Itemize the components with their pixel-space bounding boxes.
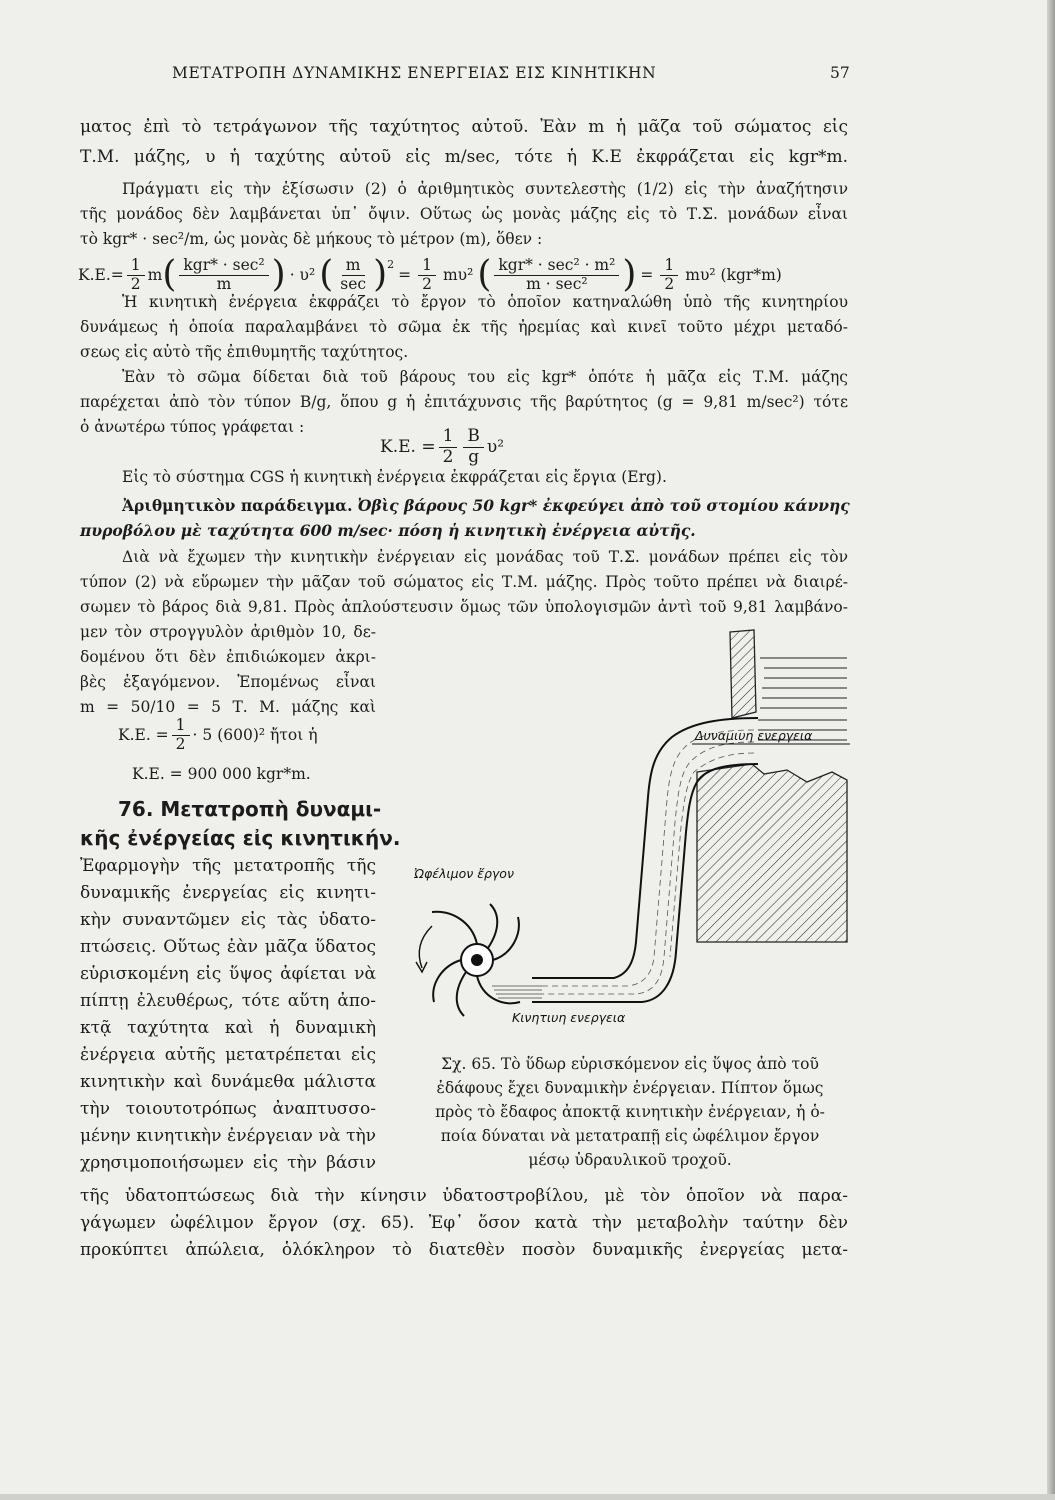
text-line: ὁ ἀνωτέρω τύπος γράφεται : — [80, 418, 305, 436]
text-line: Εἰς τὸ σύστημα CGS ἡ κινητικὴ ἐνέργεια ἐκφράζεται εἰς ἔργια (Erg). — [122, 468, 667, 486]
fraction-units: $\frac{\text{kgr* · sec² · m²}}{\text{m · sec²}}$ — [494, 257, 619, 294]
section-heading: 76. Μετατροπὴ δυναμι- — [118, 797, 382, 821]
text-line: δομένου ὅτι δὲν ἐπιδιώκομεν ἀκρι- — [80, 648, 376, 666]
equation-kinetic-energy-weight: Κ.Ε. = $\frac{1}{2}$ $\frac{B}{g}$ υ² — [380, 425, 505, 467]
text-line: Ἡ κινητικὴ ἐνέργεια ἐκφράζει τὸ ἔργον τὸ ὁποῖον κατηναλώθη ὑπὸ τῆς κινητηρίου — [122, 293, 848, 311]
example-text: Ὀβὶς βάρους 50 kgr* ἐκφεύγει ἀπὸ τοῦ στομίου κάννης — [357, 496, 850, 515]
equation-example-step: Κ.Ε. = $\frac{1}{2}$ · 5 (600)² ἤτοι ἡ — [118, 715, 318, 753]
fraction-b-over-g: $\frac{B}{g}$ — [463, 427, 484, 467]
label-kinetic-energy: Κινητιυη ενεργεια — [512, 1010, 626, 1025]
text-line: σωμεν τὸ βάρος διὰ 9,81. Πρὸς ἁπλούστευσιν ὅμως τῶν ὑπολογισμῶν ἀντὶ τοῦ 9,81 λαμβάνο- — [80, 598, 848, 616]
page-edge-bottom — [0, 1494, 1055, 1500]
text-line: γάγωμεν ὠφέλιμον ἔργον (σχ. 65). Ἐφ᾿ ὅσον κατὰ τὴν μεταβολὴν ταύτην δὲν — [80, 1213, 848, 1233]
fraction-half: $\frac{1}{2}$ — [172, 717, 190, 754]
text-line: παρέχεται ἀπὸ τὸν τύπον B/g, ὅπου g ἡ ἐπιτάχυνσις τῆς βαρύτητος (g = 9,81 m/sec²) τότε — [80, 393, 848, 411]
text-line: κτᾷ ταχύτητα καὶ ἡ δυναμικὴ — [80, 1018, 376, 1038]
text-line: m = 50/10 = 5 Τ. Μ. μάζης καὶ — [80, 698, 376, 716]
running-header: ΜΕΤΑΤΡΟΠΗ ΔΥΝΑΜΙΚΗΣ ΕΝΕΡΓΕΙΑΣ ΕΙΣ ΚΙΝΗΤΙΚΗΝ — [172, 64, 657, 82]
ground-hatched — [697, 764, 847, 942]
text-line: τῆς μονάδος δὲν λαμβάνεται ὑπ᾿ ὄψιν. Οὕτως ὡς μονὰς μάζης εἰς τὸ Τ.Σ. μονάδων εἶναι — [80, 205, 848, 223]
fraction-half: $\frac{1}{2}$ — [439, 427, 458, 467]
text-line: πίπτῃ ἐλευθέρως, τότε αὕτη ἀπο- — [80, 991, 376, 1011]
text-line: Τ.Μ. μάζης, υ ἡ ταχύτης αὐτοῦ εἰς m/sec, τότε ἡ Κ.Ε ἐκφράζεται εἰς kgr*m. — [80, 147, 848, 167]
text-line: Ἐὰν τὸ σῶμα δίδεται διὰ τοῦ βάρους του εἰς kgr* ὁπότε ἡ μᾶζα εἰς Τ.Μ. μάζης — [122, 368, 848, 386]
dam-wall — [730, 630, 756, 718]
equation-kinetic-energy-units: Κ.Ε.= $\frac{1}{2}$ m ( $\frac{\text{kgr* · sec²}}{m}$ ) · υ² ( $\frac{m}{\sec}$ ) 2 = $\frac{1}{2}$ mυ² ( $\frac{\text{kgr* · sec² · m²}}{\text{m · sec²}}$ ) = $\frac{1}{2}$ mυ² (kgr*m) — [78, 254, 782, 295]
text-line: τὸ kgr* · sec²/m, ὡς μονὰς δὲ μήκους τὸ μέτρον (m), ὅθεν : — [80, 230, 543, 248]
water-wheel — [432, 904, 520, 1016]
waterfall-turbine-figure — [392, 622, 862, 1042]
text-line: χρησιμοποιήσωμεν εἰς τὴν βάσιν — [80, 1153, 376, 1173]
page-number: 57 — [830, 64, 850, 82]
text-line: τῆς ὑδατοπτώσεως διὰ τὴν κίνησιν ὑδατοστροβίλου, μὲ τὸν ὁποῖον νὰ παρα- — [80, 1186, 848, 1206]
text-line: κινητικὴν καὶ δυνάμεθα μάλιστα — [80, 1072, 376, 1092]
text-line: βὲς ἐξαγόμενον. Ἑπομένως εἶναι — [80, 673, 376, 691]
text-line: δυνάμεως ἡ ὁποία παραλαμβάνει τὸ σῶμα ἐκ τῆς ἠρεμίας καὶ κινεῖ τοῦτο μέχρι μεταδό- — [80, 318, 848, 336]
section-heading: κῆς ἐνέργείας εἰς κινητικήν. — [80, 826, 401, 850]
eq-lhs: Κ.Ε.= — [78, 266, 124, 284]
fraction-half: $\frac{1}{2}$ — [127, 257, 145, 294]
text-line: Διὰ νὰ ἔχωμεν τὴν κινητικὴν ἐνέργειαν εἰς μονάδας τοῦ Τ.Σ. μονάδων πρέπει εἰς τὸν — [122, 548, 848, 566]
text-line: Πράγματι εἰς τὴν ἐξίσωσιν (2) ὁ ἀριθμητικὸς συντελεστὴς (1/2) εἰς τὴν ἀναζήτησιν — [122, 180, 848, 198]
equation-example-result: Κ.Ε. = 900 000 kgr*m. — [132, 765, 311, 783]
text-line: ἐνέργεια αὐτῆς μετατρέπεται εἰς — [80, 1045, 376, 1065]
text-line: κὴν συναντῶμεν εἰς τὰς ὑδατο- — [80, 910, 376, 930]
example-label: Ἀριθμητικὸν παράδειγμα. — [122, 496, 353, 515]
water-jet — [492, 986, 542, 998]
text-line: εὑρισκομένη εἰς ὕψος ἀφίεται νὰ — [80, 964, 376, 984]
figure-caption: Σχ. 65. Τὸ ὕδωρ εὑρισκόμενον εἰς ὕψος ἀπὸ τοῦ ἐδάφους ἔχει δυναμικὴν ἐνέργειαν. Πίπτον ὅμως πρὸς τὸ ἔδαφος ἀποκτᾷ κινητικὴν ἐνέργειαν, ἡ ὁ- ποία δύναται νὰ μετατραπῇ εἰς ὠφέλιμον ἔργον μέσῳ ὑδραυλικοῦ τροχοῦ. — [435, 1055, 825, 1169]
text-line: πτώσεις. Οὕτως ἐὰν μᾶζα ὕδατος — [80, 937, 376, 957]
text-line: τὴν τοιουτοτρόπως ἀναπτυσσο- — [80, 1099, 376, 1119]
example-text: πυροβόλου μὲ ταχύτητα 600 m/sec· πόση ἡ κινητικὴ ἐνέργεια αὐτῆς. — [80, 521, 696, 540]
text-line: Ἐφαρμογὴν τῆς μετατροπῆς τῆς — [80, 856, 376, 876]
text-line: σεως εἰς αὐτὸ τῆς ἐπιθυμητῆς ταχύτητος. — [80, 343, 409, 361]
rotation-arrow — [419, 926, 432, 968]
text-line: μεν τὸν στρογγυλὸν ἀριθμὸν 10, δε- — [80, 623, 376, 641]
fraction-half: $\frac{1}{2}$ — [418, 257, 436, 294]
text-line: τύπον (2) νὰ εὕρωμεν τὴν μᾶζαν τοῦ σώματος εἰς Τ.Μ. μάζης. Πρὸς τοῦτο πρέπει νὰ διαιρέ- — [80, 573, 848, 591]
text-line: ματος ἐπὶ τὸ τετράγωνον τῆς ταχύτητος αὐτοῦ. Ἐὰν m ἡ μᾶζα τοῦ σώματος εἰς — [80, 117, 848, 137]
page-edge-shadow — [1047, 0, 1055, 1500]
text-line: δυναμικῆς ἐνεργείας εἰς κινητι- — [80, 883, 376, 903]
numerical-example — [122, 496, 848, 515]
fraction-kgr-sec2-m: $\frac{\text{kgr* · sec²}}{m}$ — [179, 257, 268, 294]
text-line: μένην κινητικὴν ἐνέργειαν νὰ τὴν — [80, 1126, 376, 1146]
label-useful-work: Ὠφέλιμον ἔργον — [414, 866, 514, 881]
label-potential-energy: Δυναμιυη ενεργεια — [695, 728, 813, 743]
fraction-m-sec: $\frac{m}{\sec}$ — [340, 255, 367, 293]
fraction-half: $\frac{1}{2}$ — [660, 257, 678, 294]
text-line: προκύπτει ἀπώλεια, ὁλόκληρον τὸ διατεθὲν ποσὸν δυναμικῆς ἐνεργείας μετα- — [80, 1240, 848, 1260]
